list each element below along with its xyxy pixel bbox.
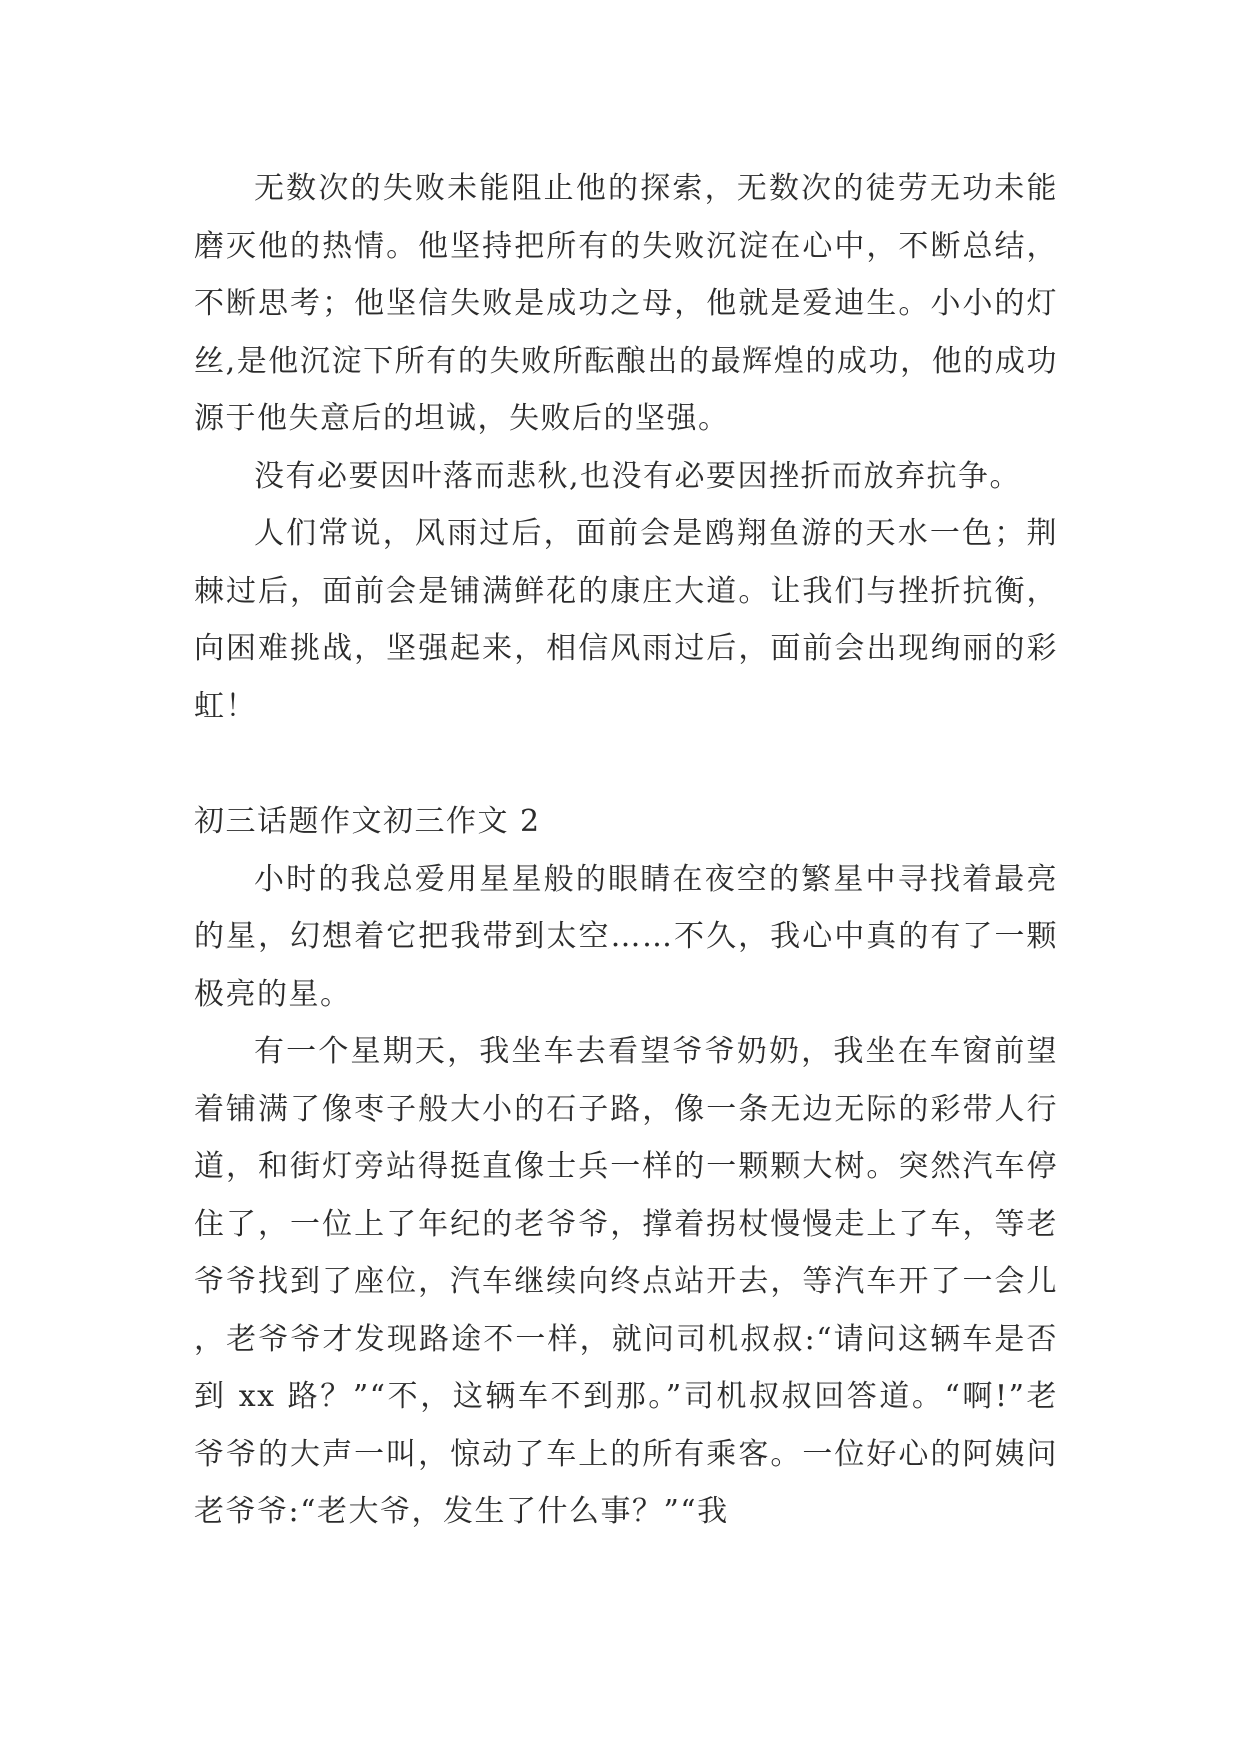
paragraph-bus-story: 有一个星期天，我坐车去看望爷爷奶奶，我坐在车窗前望着铺满了像枣子般大小的石子路，像一条无边无际的彩带人行道，和街灯旁站得挺直像士兵一样的一颗颗大树。突然汽车停住了，一位上了年纪的老爷爷，撑着拐杖慢慢走上了车，等老爷爷找到了座位，汽车继续向终点站开去，等汽车开了一会儿，老爷爷才发现路途不一样，就问司机叔叔:“请问这辆车是否到 xx 路？”“不，这辆车不到那。”司机叔叔回答道。“啊!”老爷爷的大声一叫，惊动了车上的所有乘客。一位好心的阿姨问老爷爷:“老大爷，发生了什么事？”“我 — [194, 1034, 1058, 1529]
section-title: 初三话题作文初三作文 2 — [194, 804, 541, 839]
document-body — [194, 160, 1058, 1541]
paragraph-edison: 无数次的失败未能阻止他的探索，无数次的徒劳无功未能磨灭他的热情。他坚持把所有的失败沉淀在心中，不断总结，不断思考；他坚信失败是成功之母，他就是爱迪生。小小的灯丝,是他沉淀下所有的失败所酝酿出的最辉煌的成功，他的成功源于他失意后的坦诚，失败后的坚强。 — [194, 171, 1058, 436]
paragraph-brightest-star: 小时的我总爱用星星般的眼睛在夜空的繁星中寻找着最亮的星，幻想着它把我带到太空……不久，我心中真的有了一颗极亮的星。 — [194, 861, 1058, 1012]
paragraph-no-need: 没有必要因叶落而悲秋,也没有必要因挫折而放弃抗争。 — [254, 458, 1022, 494]
paragraph-rainbow: 人们常说，风雨过后，面前会是鸥翔鱼游的天水一色；荆棘过后，面前会是铺满鲜花的康庄大道。让我们与挫折抗衡，向困难挑战，坚强起来，相信风雨过后，面前会出现绚丽的彩虹！ — [194, 516, 1058, 724]
